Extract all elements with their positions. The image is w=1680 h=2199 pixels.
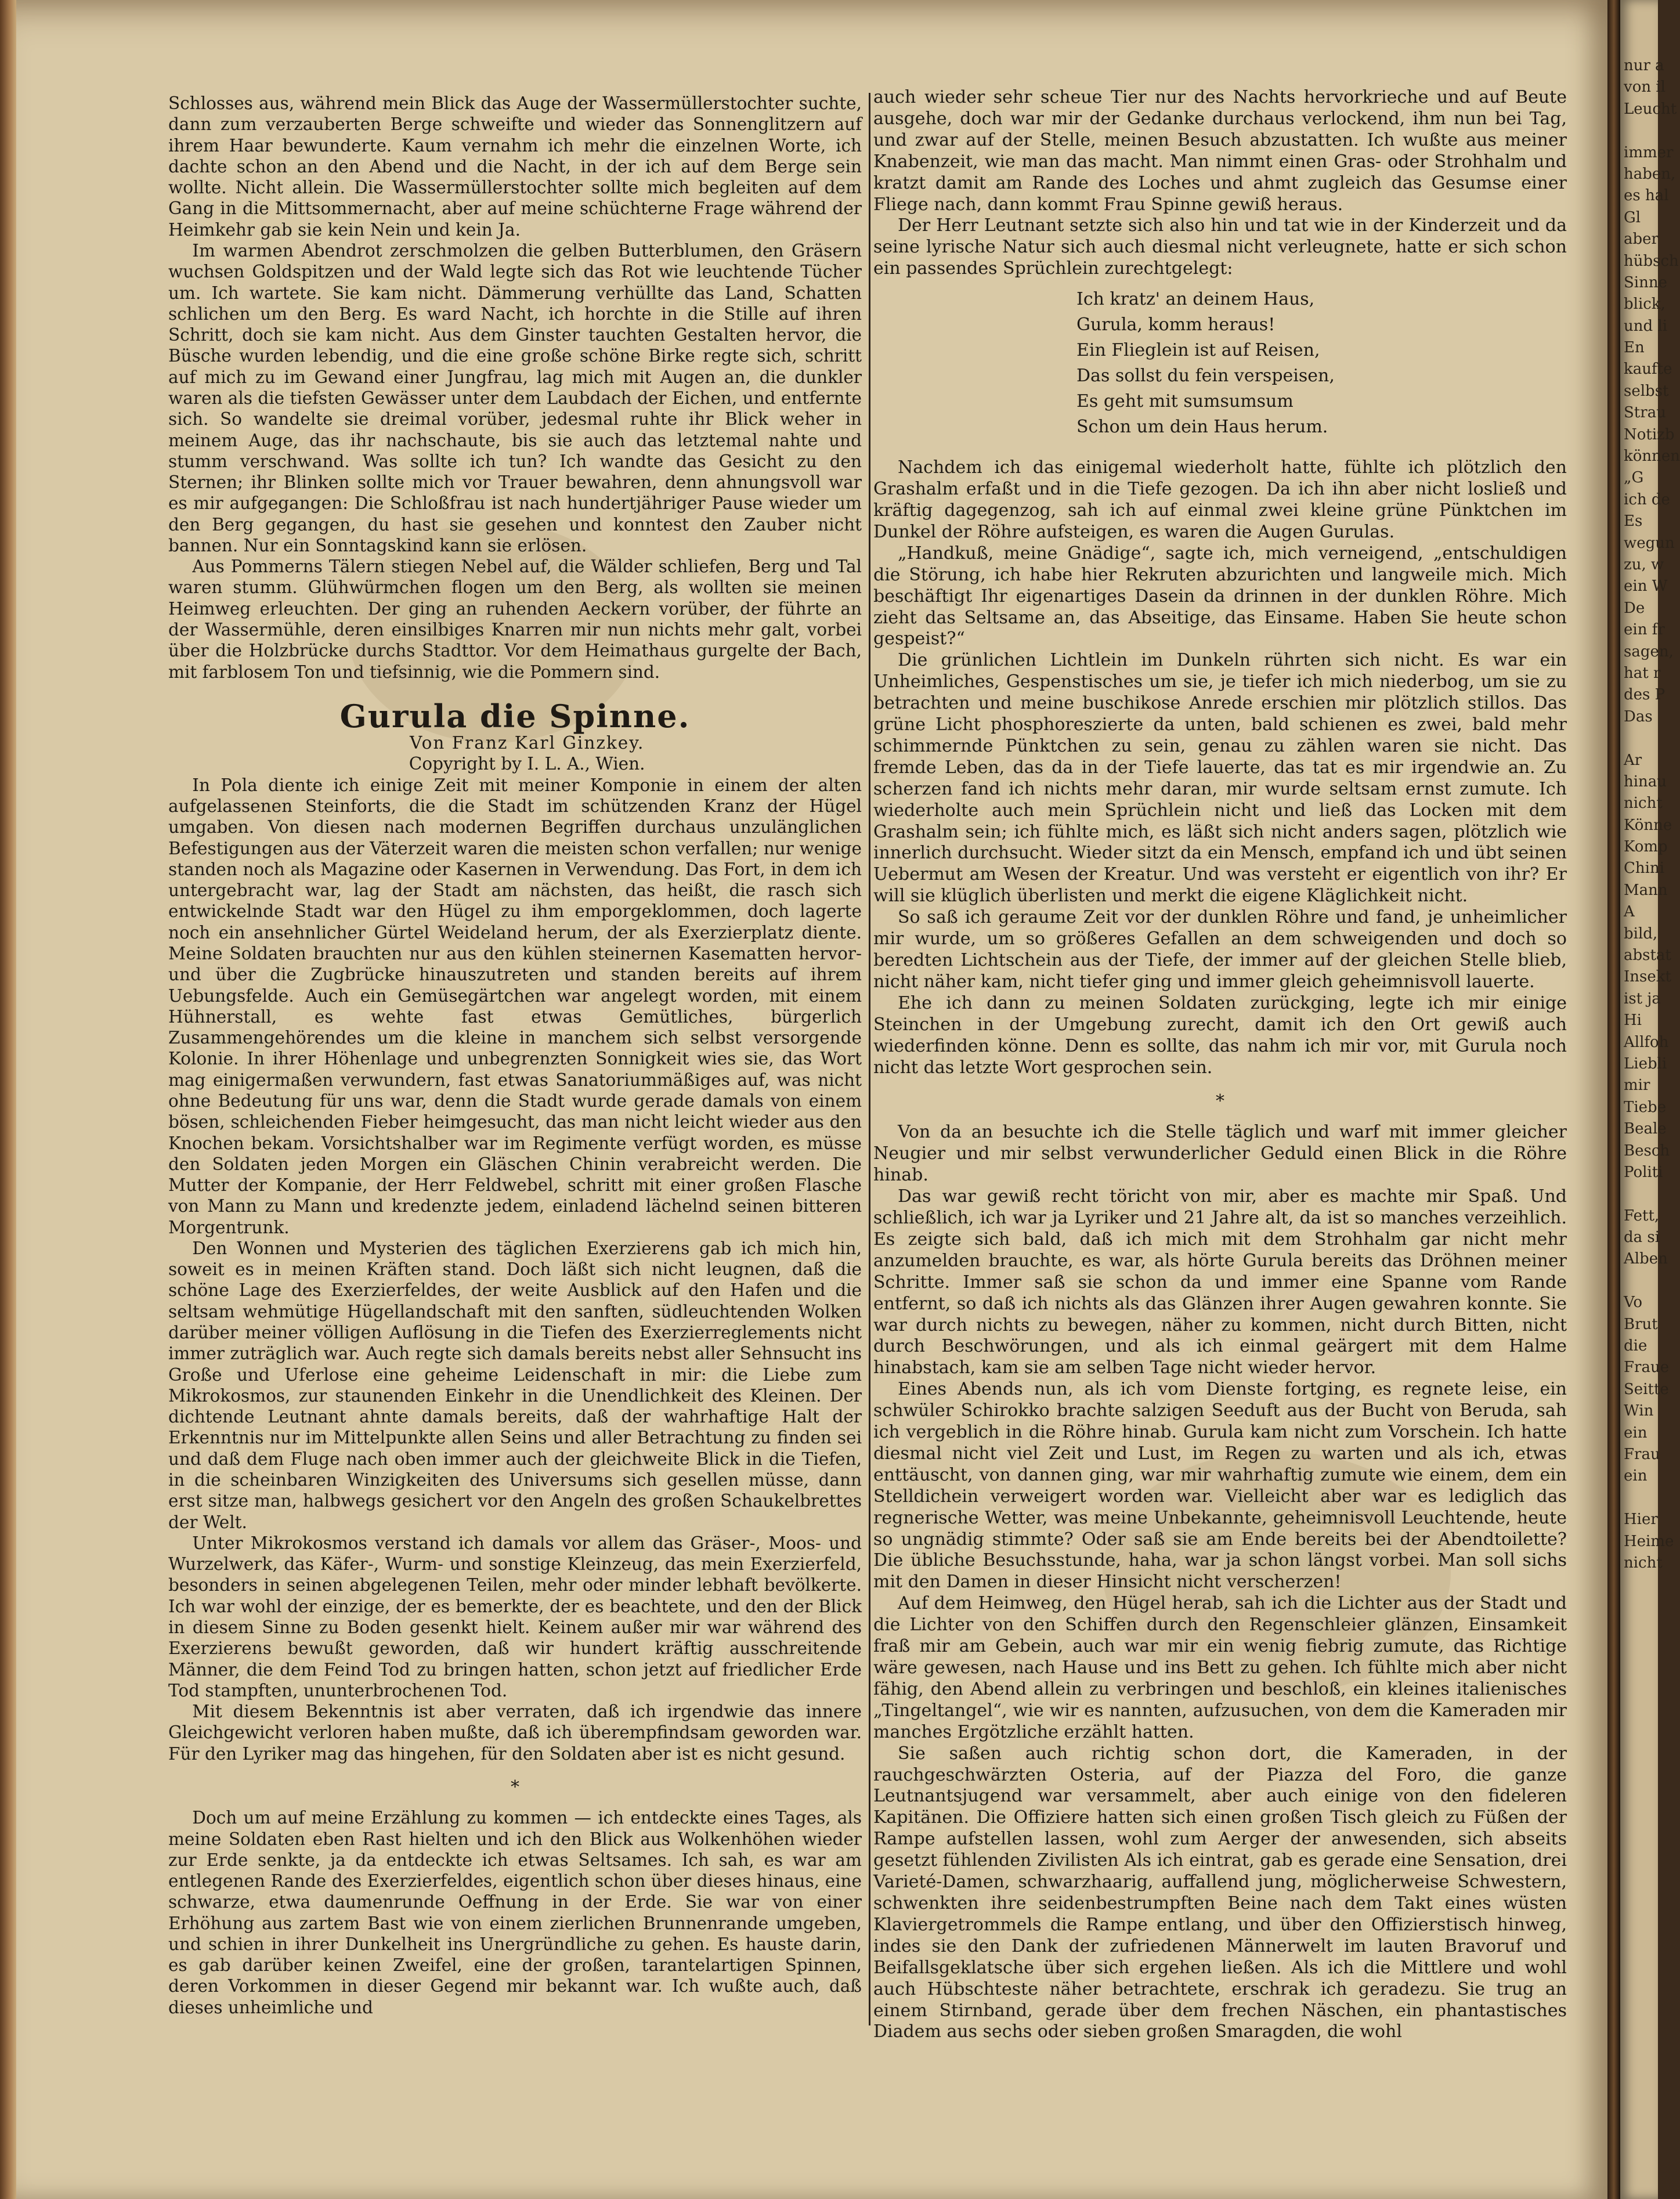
- neighbor-page-fragment: En: [1624, 339, 1645, 357]
- neighbor-page-fragment: Sinne: [1624, 273, 1668, 291]
- neighbor-page-fragment: mir: [1624, 1077, 1650, 1095]
- neighbor-page-fragment: Frau: [1624, 1446, 1660, 1463]
- neighbor-page-fragment: hübsch: [1624, 252, 1679, 270]
- poem-line: Es geht mit sumsumsum: [1076, 391, 1294, 412]
- left-column: [168, 93, 862, 2018]
- story-paragraph: Sie saßen auch richtig schon dort, die Kameraden, in der rauchgeschwärzten Osteria, auf der Piazza del Foro, die ganze Leutnantsjugend war versammelt, aber auch einige von den fideleren Kapitänen. Die Offiziere hatten sich einen großen Tisch gleich zu Füßen der Rampe aufstellen lassen, wohl zum Aerger der anwesenden, sich abseits gesetzt fühlenden Zivilisten Als ich eintrat, gab es gerade eine Sensation, drei Varieté-Damen, schwarzhaarig, auffallend jung, möglicherweise Schwestern, schwenkten ihre seidenbestrumpften Beine nach dem Takt eines wüsten Klaviergetrommels die Rampe entlang, und über den Offizierstisch hinweg, indes sie den Dank der zufriedenen Männerwelt im lauten Bravoruf und Beifallsgeklatsche über sich ergehen ließen. Als ich die Mittlere und wohl auch Hübschteste näher betrachtete, erschrak ich geradezu. Sie trug an einem Stirnband, gerade über dem frechen Näschen, ein phantastisches Diadem aus sechs oder sieben großen Smaragden, die wohl: [873, 1743, 1567, 2042]
- neighbor-page-fragment: A: [1624, 903, 1635, 921]
- neighbor-page-fragment: ein fr: [1624, 621, 1665, 639]
- story-paragraph: Das war gewiß recht töricht von mir, aber es machte mir Spaß. Und schließlich, ich war ja Lyriker und 21 Jahre alt, da ist so manches verzeihlich. Es zeigte sich bald, daß ich mich mit dem Strohhalm gar nicht mehr anzumelden brauchte, es war, als hörte Gurula bereits das Dröhnen meiner Schritte. Immer saß sie schon da und immer eine Spanne vom Rande entfernt, so daß ich nichts als das Glänzen ihrer Augen gewahren konnte. Sie war durch nichts zu bewegen, näher zu kommen, nicht durch Bitten, nicht durch Beschwörungen, und als ich einmal geärgert mit dem Halme hinabstach, kam sie am selben Tage nicht wieder hervor.: [873, 1186, 1567, 1378]
- story-paragraph: Ehe ich dann zu meinen Soldaten zurückging, legte ich mir einige Steinchen in der Umgebung zurecht, damit ich den Ort gewiß auch wiederfinden könne. Denn es sollte, das nahm ich mir vor, mit Gurula noch nicht das letzte Wort gesprochen sein.: [873, 992, 1567, 1078]
- column-rule: [869, 93, 870, 2025]
- neighbor-page-fragment: hat r: [1624, 664, 1661, 682]
- story-paragraph: auch wieder sehr scheue Tier nur des Nachts hervorkrieche und auf Beute ausgehe, doch war mir der Gedanke durchaus verlockend, ihm nun bei Tag, und zwar auf der Stelle, meinen Besuch abzustatten. Ich wußte aus meiner Knabenzeit, wie man das macht. Man nimmt einen Gras- oder Strohhalm und kratzt damit am Rande des Loches und ahmt zugleich das Gesumse einer Fliege nach, dann kommt Frau Spinne gewiß heraus.: [873, 87, 1567, 215]
- intro-paragraph: Aus Pommerns Tälern stiegen Nebel auf, die Wälder schliefen, Berg und Tal waren stumm. Glühwürmchen flogen um den Berg, als wollten sie meinen Heimweg erleuchten. Der ging an ruhenden Aeckern vorüber, der führte an der Wassermühle, deren einsilbiges Knarren mir nun nichts mehr galt, vorbei über die Holzbrücke durchs Stadttor. Vor dem Heimathaus gurgelte der Bach, mit farblosem Ton und tiefsinnig, wie die Pommern sind.: [168, 557, 862, 682]
- neighbor-page-fragment: ein W: [1624, 577, 1668, 595]
- neighbor-page-fragment: ist ja: [1624, 990, 1661, 1008]
- poem-line: Ein Flieglein ist auf Reisen,: [1076, 340, 1320, 361]
- neighbor-page-fragment: Win: [1624, 1402, 1654, 1420]
- neighbor-page-fragment: können: [1624, 447, 1680, 465]
- section-separator: *: [1216, 1091, 1224, 1112]
- neighbor-page-fragment: [1620, 1183, 1658, 1205]
- neighbor-page-fragment: Besch: [1624, 1142, 1670, 1160]
- poem-line: Gurula, komm heraus!: [1076, 315, 1276, 335]
- neighbor-page-fragment: Heime: [1624, 1532, 1674, 1550]
- story-paragraph: Von da an besuchte ich die Stelle täglich und warf mit immer gleicher Neugier und mir selbst verwunderlicher Geduld einen Blick in die Röhre hinab.: [873, 1122, 1567, 1186]
- neighbor-page-fragment: Vo: [1624, 1294, 1643, 1312]
- neighbor-page-fragment: es hal: [1624, 187, 1669, 205]
- neighbor-page-fragment: Könne: [1624, 816, 1672, 834]
- neighbor-page-fragment: Fraue: [1624, 1359, 1670, 1377]
- neighbor-page-fragment: Allfoh: [1624, 1033, 1669, 1051]
- neighbor-page-edge: [1620, 0, 1680, 2199]
- neighbor-page-fragment: Beale: [1624, 1120, 1667, 1138]
- story-paragraph: Mit diesem Bekenntnis ist aber verraten, daß ich irgendwie das innere Gleichgewicht verloren haben mußte, daß ich überempfindsam geworden war. Für den Lyriker mag das hingehen, für den Soldaten aber ist es nicht gesund.: [168, 1702, 862, 1764]
- neighbor-page-fragment: haben,: [1624, 165, 1676, 183]
- neighbor-page-fragment: Es: [1624, 512, 1643, 530]
- neighbor-page-fragment: Seitte: [1624, 1380, 1669, 1398]
- intro-paragraph: Schlosses aus, während mein Blick das Auge der Wassermüllerstochter suchte, dann zum verzauberten Berge schweifte und wieder das Sonnenglitzern auf ihrem Haar bewunderte. Kaum vernahm ich mehr die einzelnen Worte, ich dachte schon an den Abend und die Nacht, in der ich auf dem Berge sein wollte. Nicht allein. Die Wassermüllerstochter sollte mich begleiten auf dem Gang in die Mittsommernacht, aber auf meine schüchterne Frage während der Heimkehr gab sie kein Nein und kein Ja.: [168, 93, 862, 240]
- neighbor-page-fragment: ein: [1624, 1467, 1648, 1485]
- neighbor-page-fragment: [1620, 1487, 1658, 1509]
- neighbor-page-fragment: Insekt: [1624, 968, 1671, 986]
- poem-line: Das sollst du fein verspeisen,: [1076, 366, 1335, 387]
- story-paragraph: Unter Mikrokosmos verstand ich damals vor allem das Gräser-, Moos- und Wurzelwerk, das Käfer-, Wurm- und sonstige Kleinzeug, das mein Exerzierfeld, besonders in seinen abgelegenen Teilen, mehr oder minder lebhaft bevölkerte. Ich war wohl der einzige, der es bemerkte, der es beachtete, und den der Blick in diesem Sinne zu Boden gesenkt hielt. Keinem außer mir war während des Exerzierens bewußt geworden, daß wir hundert kräftig ausschreitende Männer, die dem Feind Tod zu bringen hatten, schon jetzt auf friedlicher Erde Tod stampften, ununterbrochenen Tod.: [168, 1533, 862, 1700]
- neighbor-page-fragment: Liebli: [1624, 1055, 1667, 1073]
- neighbor-page-fragment: nicht: [1624, 1554, 1663, 1572]
- story-paragraph: So saß ich geraume Zeit vor der dunklen Röhre und fand, je unheimlicher mir wurde, um so größeres Gefallen an dem schweigenden und doch so beredten Lichtschein aus der Tiefe, der immer auf der gleichen Stelle blieb, nicht näher kam, nicht tiefer ging und immer gleich geheimnisvoll lauerte.: [873, 907, 1567, 992]
- neighbor-page-fragment: kaufte: [1624, 360, 1672, 378]
- section-separator: *: [511, 1776, 519, 1797]
- story-paragraph: Den Wonnen und Mysterien des täglichen Exerzierens gab ich mich hin, soweit es in meinen Kräften stand. Doch läßt sich nicht leugnen, daß die schöne Lage des Exerzierfeldes, der weite Ausblick auf den Hafen und die seltsam wehmütige Hügellandschaft mit den sanften, südleuchtenden Wolken darüber meiner völligen Auflösung in die Tiefen des Exerzierreglements nicht immer zuträglich war. Auch regte sich damals bereits nebst aller Sehnsucht ins Große und Uferlose eine geheime Leidenschaft in mir: die Liebe zum Mikrokosmos, zur staunenden Einkehr in die Unendlichkeit des Kleinen. Der dichtende Leutnant ahnte damals bereits, daß der wahrhaftige Halt der Erkenntnis nur im Mittelpunkte allen Seins und aller Betrachtung zu finden sei und daß dem Fluge nach oben immer auch der gleichweite Blick in die Tiefen, in die scheinbaren Winzigkeiten des Universums sich gesellen müsse, dann erst sitze man, halbwegs gesichert vor den Angeln des großen Schaukelbrettes der Welt.: [168, 1238, 862, 1532]
- neighbor-page-fragment: Hi: [1624, 1012, 1642, 1030]
- neighbor-page-fragment: Ar: [1624, 751, 1642, 769]
- story-byline: Von Franz Karl Ginzkey.: [409, 733, 645, 753]
- right-column: [873, 87, 1567, 2043]
- neighbor-page-fragment: nicht: [1624, 795, 1663, 813]
- story-paragraph: Eines Abends nun, als ich vom Dienste fortging, es regnete leise, ein schwüler Schirokko brachte salzigen Seeduft aus der Bucht von Beruda, sah ich vergeblich in die Röhre hinab. Gurula kam nicht zum Vorschein. Ich hatte diesmal nicht viel Zeit und Lust, im Regen zu warten und als ich, etwas enttäuscht, von dannen ging, war mir wahrhaftig zumute wie einem, dem ein Stelldichein verweigert worden war. Vielleicht aber war es lediglich das regnerische Wetter, was meine Unbekannte, geheimnisvoll Leuchtende, heute so ungnädig stimmte? Oder saß sie am Ende bereits bei der Abendtoilette? Die übliche Besuchsstunde, haha, war ja schon längst vorbei. Man soll sichs mit den Damen in dieser Hinsicht nicht verscherzen!: [873, 1379, 1567, 1593]
- neighbor-page-fragment: sagen,: [1624, 642, 1674, 660]
- story-paragraph: In Pola diente ich einige Zeit mit meiner Komponie in einem der alten aufgelassenen Steinforts, die die Stadt im schützenden Kranz der Hügel umgaben. Von diesen nach modernen Begriffen durchaus unzulänglichen Befestigungen aus der Väterzeit waren die meisten schon verfallen; nur wenige standen noch als Magazine oder Kasernen in Verwendung. Das Fort, in dem ich untergebracht war, lag der Stadt am nächsten, das heißt, die rasch sich entwickelnde Stadt war den Hügel zu ihm emporgeklommen, doch lagerte noch ein ansehnlicher Gürtel Weideland herum, der als Exerzierplatz diente. Meine Soldaten brauchten nur aus den kühlen steinernen Kasematten hervor- und über die Zugbrücke hinauszutreten und standen bereits auf ihrem Uebungsfelde. Auch ein Gemüsegärtchen war angelegt worden, mit einem Hühnerstall, es wehte fast etwas Gemütliches, bürgerlich Zusammengehörendes um die kleine in manchem sich selbst versorgende Kolonie. In ihrer Höhenlage und unbegrenzten Sonnigkeit wies sie, das Wort mag einigermaßen verwundern, fast etwas Sanatoriummäßiges auf, was nicht ohne Bedeutung für uns war, denn die Stadt wurde gerade damals von einem bösen, schleichenden Fieber heimgesucht, das man nicht leicht wieder aus den Knochen bekam. Vorsichtshalber war im Regimente verfügt worden, es müsse den Soldaten jeden Morgen ein Gläschen Chinin verabreicht werden. Die Mutter der Kompanie, der Herr Feldwebel, schritt mit einer großen Flasche von Mann zu Mann und kredenzte jedem, einladend lächelnd seinen bitteren Morgentrunk.: [168, 775, 862, 1237]
- neighbor-page-fragment: die: [1624, 1337, 1648, 1355]
- neighbor-page-fragment: Fett,: [1624, 1207, 1660, 1225]
- neighbor-page-fragment: nur a: [1624, 57, 1664, 74]
- neighbor-page-fragment: von il: [1624, 78, 1665, 96]
- neighbor-page-fragment: bild,: [1624, 925, 1658, 943]
- neighbor-page-fragment: und li: [1624, 317, 1668, 335]
- story-paragraph: „Handkuß, meine Gnädige“, sagte ich, mich verneigend, „entschuldigen die Störung, ich habe hier Rekruten abzurichten und langweile mich. Mich beschäftigt Ihr eigenartiges Dasein da drinnen in der dunklen Röhre. Mich zieht das Seltsame an, das Abseitige, das Einsame. Haben Sie heute schon gespeist?“: [873, 543, 1567, 649]
- neighbor-page-fragment: Tiebe: [1624, 1098, 1667, 1116]
- neighbor-page-fragment: ich de: [1624, 490, 1670, 508]
- neighbor-page-fragment: immer: [1624, 143, 1674, 161]
- neighbor-page-fragment: Hier: [1624, 1511, 1658, 1529]
- spider-poem: [1076, 287, 1567, 440]
- neighbor-page-fragment: selbst: [1624, 382, 1669, 400]
- neighbor-page-fragment: Das: [1624, 707, 1653, 725]
- neighbor-page-fragment: zu, w: [1624, 555, 1664, 573]
- neighbor-page-fragment: Gl: [1624, 208, 1641, 226]
- book-spine: [1607, 0, 1620, 2199]
- poem-line: Schon um dein Haus herum.: [1076, 417, 1328, 438]
- neighbor-page-fragment: aber: [1624, 230, 1659, 248]
- neighbor-page-fragment: Notizb: [1624, 425, 1675, 443]
- neighbor-page-fragment: Strau: [1624, 404, 1666, 422]
- story-paragraph: Auf dem Heimweg, den Hügel herab, sah ich die Lichter aus der Stadt und die Lichter von den Schiffen durch den Regenschleier glänzen, Einsamkeit fraß mir am Gebein, auch war mir ein wenig fiebrig zumute, das Richtige wäre gewesen, nach Hause und ins Bett zu gehen. Ich fühlte mich aber nicht fähig, den Abend allein zu verbringen und beschloß, ein kleines italienisches „Tingeltangel“, wie wir es nannten, aufzusuchen, von dem die Kameraden mir manches Ergötzliche erzählt hatten.: [873, 1593, 1567, 1742]
- neighbor-page-fragment: Komp: [1624, 838, 1668, 856]
- neighbor-page-fragment: Brut: [1624, 1315, 1658, 1333]
- neighbor-page-fragment: „G: [1624, 469, 1644, 487]
- neighbor-page-fragment: des P: [1624, 686, 1665, 704]
- neighbor-page-fragment: blick,: [1624, 295, 1665, 313]
- neighbor-page-fragment: Politi: [1624, 1163, 1663, 1181]
- neighbor-page-fragment: De: [1624, 599, 1645, 617]
- neighbor-page-fragment: Alben: [1624, 1250, 1668, 1268]
- neighbor-page-fragment: Leucht: [1624, 100, 1677, 118]
- neighbor-page-fragment: Mann: [1624, 881, 1668, 899]
- neighbor-page-fragment: [1620, 120, 1658, 142]
- neighbor-page-fragment: abstat: [1624, 947, 1671, 965]
- neighbor-page-fragment: [1620, 1270, 1658, 1292]
- story-paragraph: Der Herr Leutnant setzte sich also hin und tat wie in der Kinderzeit und da seine lyrische Natur sich auch diesmal nicht verleugnete, hatte er sich schon ein passendes Sprüchlein zurechtgelegt:: [873, 215, 1567, 279]
- neighbor-page-fragment: [1620, 728, 1658, 749]
- story-copyright: Copyright by I. L. A., Wien.: [409, 754, 645, 774]
- poem-line: Ich kratz' an deinem Haus,: [1076, 289, 1315, 310]
- story-paragraph: Nachdem ich das einigemal wiederholt hatte, fühlte ich plötzlich den Grashalm erfaßt und in die Tiefe gezogen. Da ich ihn aber nicht losließ und kräftig dagegenzog, sah ich auf einmal zwei kleine grüne Pünktchen im Dunkel der Röhre aufsteigen, es waren die Augen Gurulas.: [873, 457, 1567, 542]
- neighbor-page-fragment: hinau: [1624, 772, 1667, 790]
- neighbor-page-fragment: da si: [1624, 1229, 1660, 1247]
- story-paragraph: Die grünlichen Lichtlein im Dunkeln rührten sich nicht. Es war ein Unheimliches, Gespenstisches um sie, je tiefer ich mich niederbog, um sie zu betrachten und meine buschikose Anrede erschien mir plötzlich stillos. Das grüne Licht phosphoreszierte da unten, bald schienen es zwei, bald mehr schimmernde Pünktchen zu sein, genau zu zählen waren sie nicht. Das fremde Leben, das da in der Tiefe lauerte, das tat es mir irgendwie an. Zu scherzen fand ich nichts mehr daran, mir wurde seltsam ernst zumute. Ich wiederholte auch mein Sprüchlein nicht und ließ das Locken mit dem Grashalm sein; ich fühlte mich, es läßt sich nicht anders sagen, plötzlich wie innerlich durchsucht. Wieder sitzt da ein Mensch, empfand ich und übt seinen Uebermut am Wesen der Kreatur. Und was versteht er eigentlich von ihr? Er will sie klüglich überlisten und merkt die eigene Kläglichkeit nicht.: [873, 650, 1567, 907]
- story-title: Gurula die Spinne.: [339, 697, 691, 735]
- neighbor-page-fragment: wegun: [1624, 534, 1675, 552]
- neighbor-page-fragment: Chini: [1624, 860, 1665, 878]
- neighbor-page-fragment: ein: [1624, 1424, 1648, 1442]
- intro-paragraph: Im warmen Abendrot zerschmolzen die gelben Butterblumen, den Gräsern wuchsen Goldspitzen und der Wald legte sich das Rot wie leuchtende Tücher um. Ich wartete. Sie kam nicht. Dämmerung verhüllte das Land, Schatten schlichen um den Berg. Es ward Nacht, ich horchte in die Stille auf ihren Schritt, doch sie kam nicht. Aus dem Ginster tauchten Gestalten hervor, die Büsche wurden lebendig, und die eine große schöne Birke regte sich, schritt auf mich zu im Gewand einer Jungfrau, lag mich mit Augen an, die dunkler waren als die tiefsten Gewässer unter dem Laubdach der Eichen, und entfernte sich. So wandelte sie dreimal vorüber, jedesmal ruhte ihr Blick weher in meinem Auge, das ihr nachschaute, bis sie auch das letztemal nahte und stumm verschwand. Was sollte ich tun? Ich wandte das Gesicht zu den Sternen; ihr Blinken sollte mich vor Trauer bewahren, denn ahnungsvoll war es mir aufgegangen: Die Schloßfrau ist nach hundertjähriger Pause wieder um den Berg gegangen, du hast sie gesehen und konntest den Zauber nicht bannen. Nur ein Sonntagskind kann sie erlösen.: [168, 240, 862, 555]
- story-paragraph: Doch um auf meine Erzählung zu kommen — ich entdeckte eines Tages, als meine Soldaten eben Rast hielten und ich den Blick aus Wolkenhöhen wieder zur Erde senkte, ja da entdeckte ich etwas Seltsames. Ich sah, es war am entlegenen Rande des Exerzierfeldes, eigentlich schon über dieses hinaus, eine schwarze, etwa daumenrunde Oeffnung in der Erde. Sie war von einer Erhöhung aus zartem Bast wie von einem zierlichen Brunnenrande umgeben, und schien in ihrer Dunkelheit ins Unergründliche zu gehen. Es hauste darin, es gab darüber keinen Zweifel, eine der großen, tarantelartigen Spinnen, deren Vorkommen in dieser Gegend mir bekannt war. Ich wußte auch, daß dieses unheimliche und: [168, 1808, 862, 2017]
- page-binding-edge: [0, 0, 16, 2199]
